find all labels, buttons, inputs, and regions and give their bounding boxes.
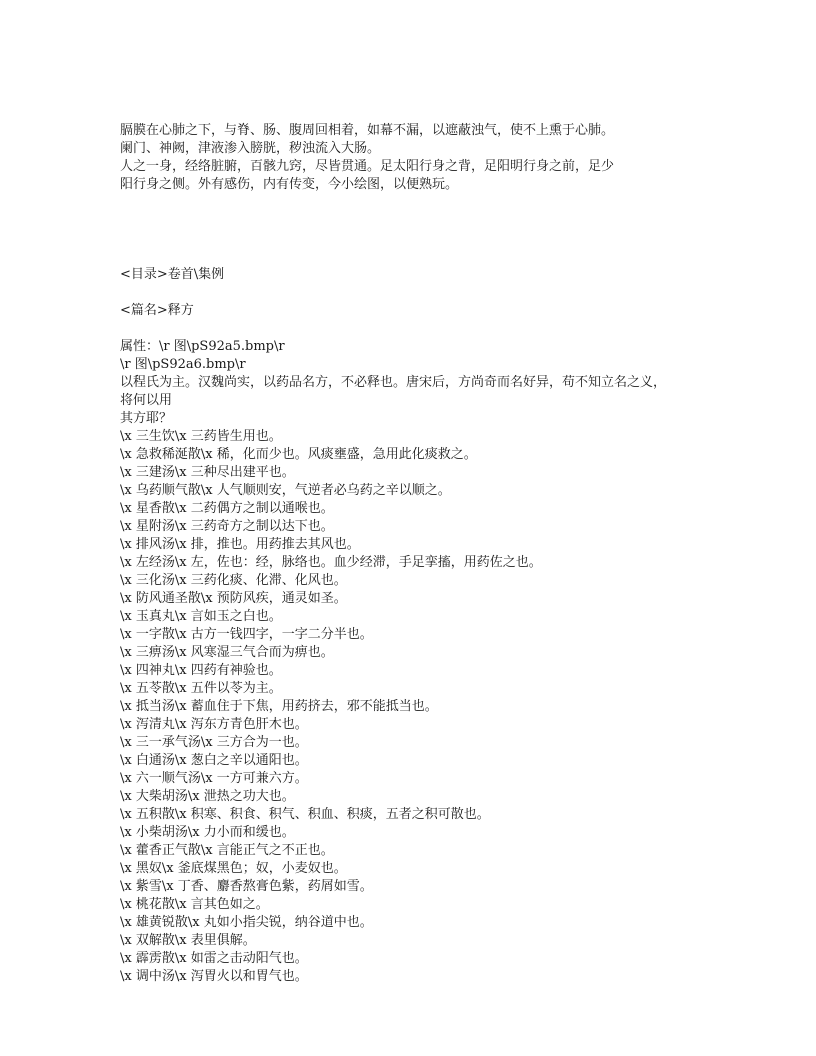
formula-item: \x 五积散\x 积寒、积食、积气、积血、积痰，五者之积可散也。 (120, 807, 490, 822)
formula-item: \x 黑奴\x 釜底煤黑色；奴，小麦奴也。 (120, 861, 347, 876)
formula-item: \x 双解散\x 表里俱解。 (120, 933, 256, 948)
formula-item: \x 三建汤\x 三种尽出建平也。 (120, 465, 295, 480)
formula-item: \x 霹雳散\x 如雷之击动阳气也。 (120, 951, 308, 966)
catalog-heading: <目录>卷首\集例 (120, 267, 225, 282)
intro-line: 膈膜在心肺之下，与脊、肠、腹周回相着，如幕不漏，以遮蔽浊气，使不上熏于心肺。 (120, 123, 615, 138)
spacer (120, 284, 700, 302)
formula-item: \x 排风汤\x 排，推也。用药推去其风也。 (120, 537, 360, 552)
spacer (120, 320, 700, 338)
formula-item: \x 三化汤\x 三药化痰、化滞、化风也。 (120, 573, 347, 588)
spacer (120, 248, 700, 266)
intro-line: 阑门、神阙，津液渗入膀胱，秽浊流入大肠。 (120, 141, 381, 156)
intro-line: 阳行身之侧。外有感伤，内有传变，今小绘图，以便熟玩。 (120, 177, 459, 192)
intro-paragraph (120, 122, 700, 194)
formula-item: \x 藿香正气散\x 言能正气之不正也。 (120, 843, 334, 858)
spacer (120, 194, 700, 248)
formula-item: \x 三痹汤\x 风寒湿三气合而为痹也。 (120, 645, 334, 660)
formula-item: \x 三生饮\x 三药皆生用也。 (120, 429, 282, 444)
formula-item: \x 防风通圣散\x 预防风疾，通灵如圣。 (120, 591, 347, 606)
formula-item: \x 玉真丸\x 言如玉之白也。 (120, 609, 282, 624)
preface-paragraph (120, 374, 700, 428)
formula-item: \x 雄黄锐散\x 丸如小指尖锐，纳谷道中也。 (120, 915, 373, 930)
preface-line: 其方耶？ (120, 411, 173, 426)
attribute-line: 属性：\r 图\pS92a5.bmp\r (120, 339, 285, 354)
formula-item: \x 紫雪\x 丁香、麝香熬膏色紫，药屑如雪。 (120, 879, 373, 894)
formula-item: \x 桃花散\x 言其色如之。 (120, 897, 269, 912)
formula-item: \x 乌药顺气散\x 人气顺则安，气逆者必乌药之辛以顺之。 (120, 483, 451, 498)
formula-item: \x 调中汤\x 泻胃火以和胃气也。 (120, 969, 308, 984)
formula-list (120, 428, 700, 986)
attribute-line: \r 图\pS92a6.bmp\r (120, 357, 246, 372)
formula-item: \x 三一承气汤\x 三方合为一也。 (120, 735, 308, 750)
chapter-title: <篇名>释方 (120, 303, 194, 318)
formula-item: \x 星香散\x 二药偶方之制以通喉也。 (120, 501, 334, 516)
formula-item: \x 大柴胡汤\x 泄热之功大也。 (120, 789, 295, 804)
formula-item: \x 白通汤\x 葱白之辛以通阳也。 (120, 753, 308, 768)
formula-item: \x 一字散\x 古方一钱四字，一字二分半也。 (120, 627, 373, 642)
document-page (120, 122, 700, 986)
formula-item: \x 小柴胡汤\x 力小而和缓也。 (120, 825, 295, 840)
formula-item: \x 五苓散\x 五件以苓为主。 (120, 681, 282, 696)
intro-line: 人之一身，经络脏腑，百骸九窍，尽皆贯通。足太阳行身之背，足阳明行身之前，足少 (120, 159, 615, 174)
formula-item: \x 左经汤\x 左，佐也：经，脉络也。血少经滞，手足挛搐，用药佐之也。 (120, 555, 542, 570)
preface-line: 将何以用 (120, 393, 173, 408)
formula-item: \x 抵当汤\x 蓄血住于下焦，用药挤去，邪不能抵当也。 (120, 699, 438, 714)
formula-item: \x 四神丸\x 四药有神验也。 (120, 663, 282, 678)
formula-item: \x 急救稀涎散\x 稀，化而少也。风痰壅盛，急用此化痰救之。 (120, 447, 477, 462)
formula-item: \x 泻清丸\x 泻东方青色肝木也。 (120, 717, 308, 732)
formula-item: \x 六一顺气汤\x 一方可兼六方。 (120, 771, 308, 786)
preface-line: 以程氏为主。汉魏尚实，以药品名方，不必释也。唐宋后，方尚奇而名好异，苟不知立名之义， (120, 375, 667, 390)
formula-item: \x 星附汤\x 三药奇方之制以达下也。 (120, 519, 334, 534)
